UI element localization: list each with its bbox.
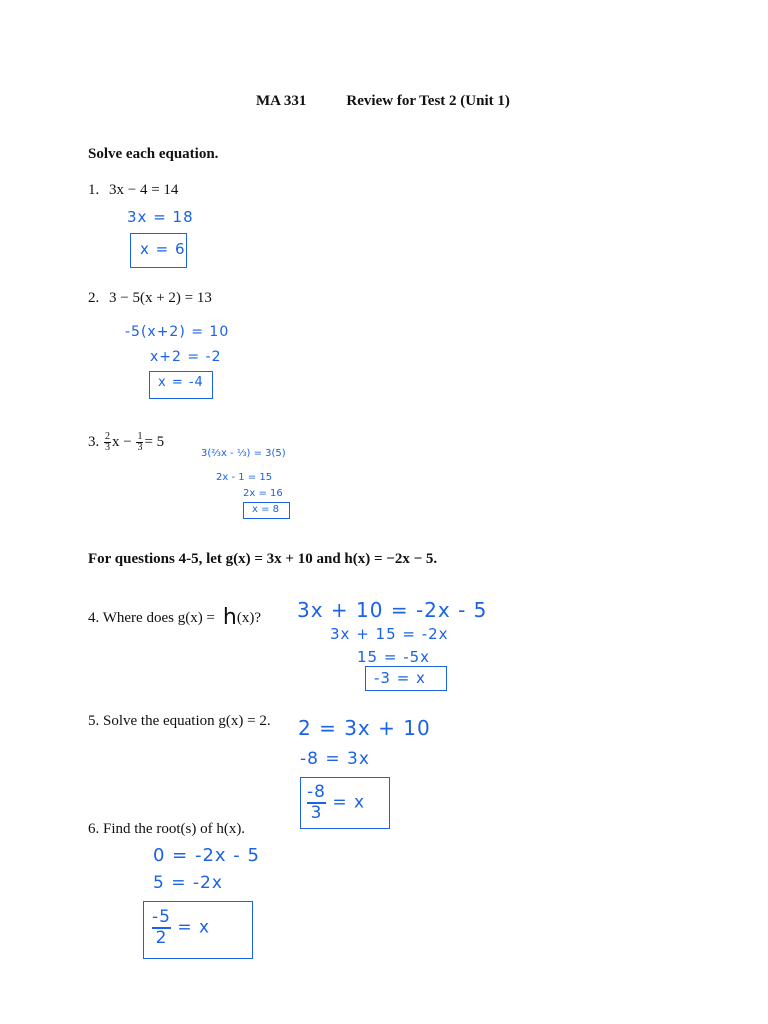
answer-text: x = 6 [140,240,186,258]
answer-box [300,777,390,829]
answer-fraction: $\frac{-5}{2}$ [152,907,171,948]
problem-4: 4. Where does g(x) = h(x)? [88,605,262,630]
problem-3: 3. $\frac{2}{3}$ x − $\frac{1}{3}$ = 5 [88,431,165,453]
problem-equation: 3 − 5(x + 2) = 13 [109,290,212,306]
work-step: 15 = -5x [357,648,431,666]
answer-box [143,901,253,959]
fraction: $\frac{1}{3}$ [137,431,143,453]
work-step: -8 = 3x [300,749,370,769]
answer-text: $\frac{-5}{2}$ = x [152,907,211,948]
work-step: 2x = 16 [243,488,283,499]
given-functions: For questions 4-5, let g(x) = 3x + 10 and h(x) = −2x − 5. [88,551,438,567]
answer-text: x = 8 [252,504,280,515]
fraction: $\frac{2}{3}$ [105,431,110,453]
work-step: 3x + 15 = -2x [330,625,449,643]
answer-box [149,371,213,399]
problem-number: 2. [88,290,100,306]
work-step: x+2 = -2 [150,349,222,365]
work-step: 3x + 10 = -2x - 5 [297,598,488,622]
answer-text: $\frac{-8}{3}$ = x [307,782,366,823]
work-step: -5(x+2) = 10 [125,324,230,340]
instructions: Solve each equation. [88,146,219,162]
work-step: 3(⅔x - ⅓) = 3(5) [201,448,286,459]
work-step: 3x = 18 [127,208,194,226]
work-step: 2 = 3x + 10 [298,716,431,740]
work-step: 5 = -2x [153,873,223,893]
answer-text: x = -4 [158,375,204,390]
answer-text: -3 = x [374,669,426,687]
problem-5: 5. Solve the equation g(x) = 2. [88,713,271,729]
problem-1 [88,182,178,199]
problem-6: 6. Find the root(s) of h(x). [88,821,246,837]
problem-equation: 3x − 4 = 14 [109,182,179,198]
problem-number: 3. [88,433,100,450]
answer-box [130,233,187,268]
work-step: 2x - 1 = 15 [216,472,273,483]
review-title: Review for Test 2 (Unit 1) [346,93,510,109]
handwritten-h: h [222,605,237,630]
problem-number: 1. [88,182,100,198]
page-title [256,93,510,110]
answer-fraction: $\frac{-8}{3}$ [307,782,326,823]
answer-box [365,666,447,691]
course-code: MA 331 [256,93,307,109]
problem-2 [88,290,212,307]
work-step: 0 = -2x - 5 [153,845,260,866]
answer-box [243,502,290,519]
